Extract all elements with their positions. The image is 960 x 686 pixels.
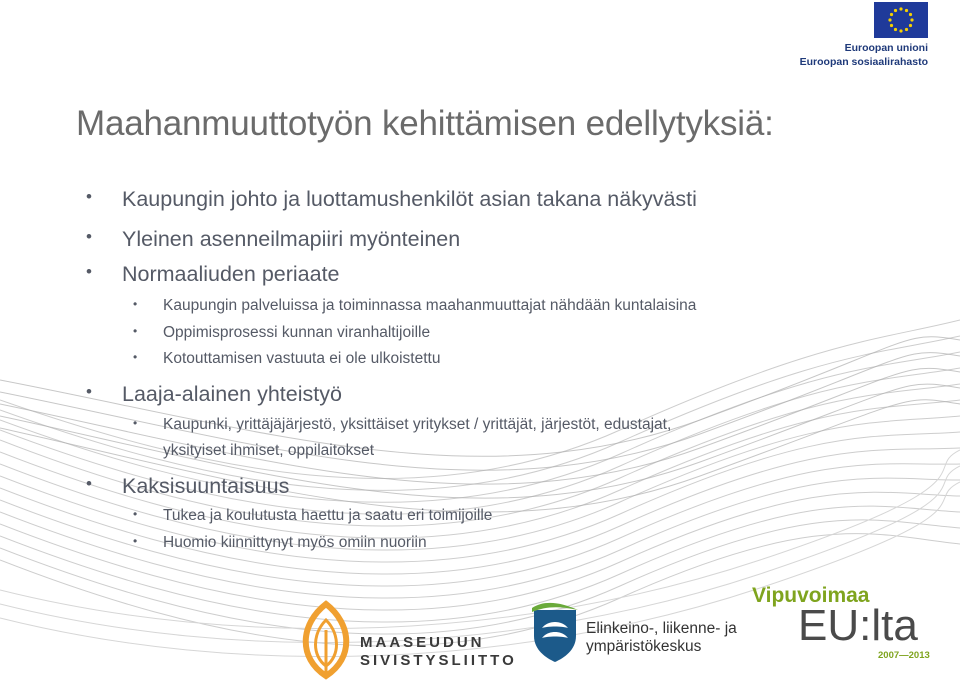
bullet-level1: • Kaksisuuntaisuus [122, 476, 289, 498]
bullet-level1: • Normaaliuden periaate [122, 264, 340, 286]
vip-logo-eu: EU:lta [798, 601, 918, 650]
bullet-level2: • Oppimisprosessi kunnan viranhaltijoille [163, 325, 430, 341]
slide-title: Maahanmuuttotyön kehittämisen edellytyksiä: [76, 104, 774, 143]
eu-label-union: Euroopan unioni [844, 42, 928, 54]
eu-label-fund: Euroopan sosiaalirahasto [799, 56, 928, 68]
bullet-level1: • Laaja-alainen yhteistyö [122, 384, 342, 406]
ely-logo-text-line2: ympäristökeskus [586, 638, 702, 655]
ely-shield-icon [530, 600, 580, 664]
vip-logo-title: Vipuvoimaa [752, 584, 870, 607]
bullet-level1: • Yleinen asenneilmapiiri myönteinen [122, 229, 460, 251]
bullet-level2: • Kotouttamisen vastuuta ei ole ulkoistettu [163, 351, 440, 367]
ely-logo-text-line1: Elinkeino-, liikenne- ja [586, 620, 737, 637]
vip-logo-years: 2007—2013 [878, 650, 930, 661]
ely-keskus-logo [530, 598, 740, 668]
bullet-level2: • Kaupungin palveluissa ja toiminnassa maahanmuuttajat nähdään kuntalaisina [163, 298, 696, 314]
vipuvoimaa-eulta-logo [750, 584, 940, 664]
ms-logo-text-line1: MAASEUDUN [360, 634, 485, 651]
bullet-level2: • Tukea ja koulutusta haettu ja saatu eri toimijoille [163, 508, 492, 524]
bullet-level2: • Huomio kiinnittynyt myös omiin nuoriin [163, 535, 427, 551]
bullet-level2: • Kaupunki, yrittäjäjärjestö, yksittäiset yritykset / yrittäjät, järjestöt, edustajat, [163, 417, 671, 433]
bullet-level1: • Kaupungin johto ja luottamushenkilöt asian takana näkyvästi [122, 189, 697, 211]
bullet-level2-continuation: yksityiset ihmiset, oppilaitokset [163, 442, 375, 459]
leaf-emblem-icon [296, 600, 356, 680]
maaseudun-sivistysliitto-logo [296, 600, 526, 680]
ms-logo-text-line2: SIVISTYSLIITTO [360, 652, 517, 669]
